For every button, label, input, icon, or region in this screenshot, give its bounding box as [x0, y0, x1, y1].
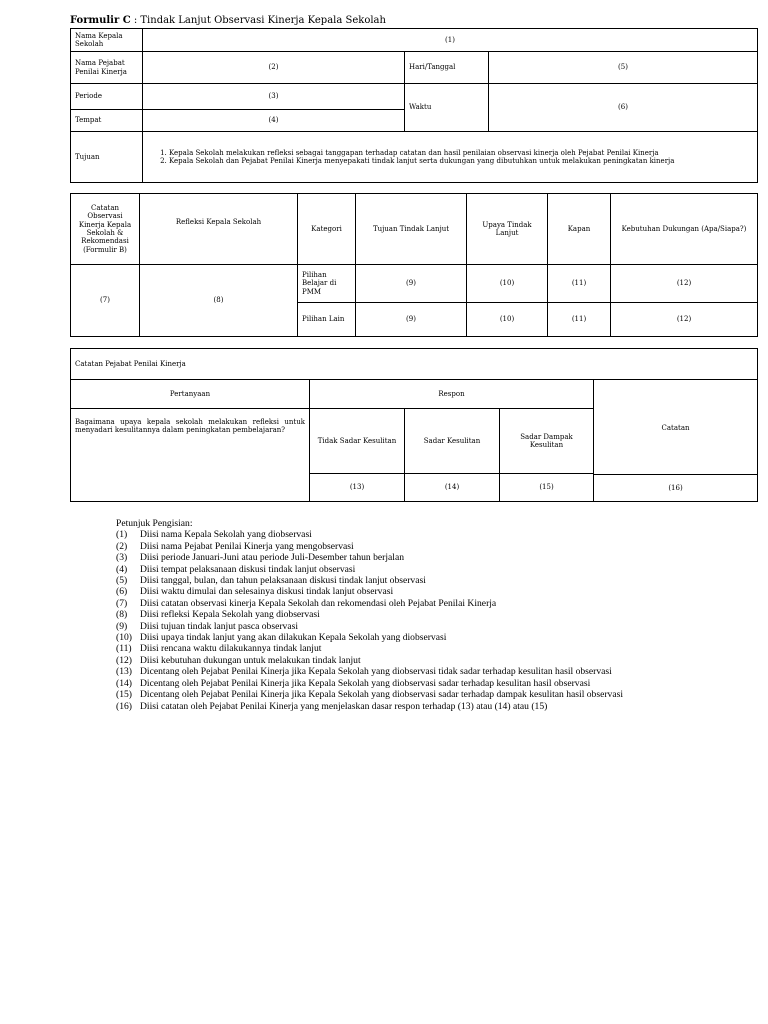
- respon-header: Respon: [310, 380, 594, 409]
- tujuan-label: Tujuan: [71, 132, 143, 183]
- respon-value: (14): [405, 474, 500, 502]
- kapan-value: (11): [548, 265, 611, 303]
- nama-pejabat-label: Nama Pejabat Penilai Kinerja: [71, 52, 143, 84]
- header-upaya-tindak-lanjut: Upaya Tindak Lanjut: [467, 194, 548, 265]
- catatan-observasi-value: (7): [71, 265, 140, 337]
- upaya-value: (10): [467, 265, 548, 303]
- nama-kepala-sekolah-value: (1): [143, 29, 758, 52]
- instruction-text: Diisi catatan oleh Pejabat Penilai Kinerja yang menjelaskan dasar respon terhadap (13) atau (14) atau (15): [140, 700, 548, 712]
- instruction-number: (10): [116, 632, 132, 644]
- tujuan-content: [143, 132, 758, 183]
- instruction-text: Dicentang oleh Pejabat Penilai Kinerja jika Kepala Sekolah yang diobservasi sadar terhadap dampak kesulitan hasil observasi: [140, 689, 623, 701]
- form-title: [70, 15, 386, 26]
- tujuan-list: [147, 149, 753, 166]
- header-catatan-observasi: Catatan Observasi Kinerja Kepala Sekolah & Rekomendasi (Formulir B): [71, 194, 140, 265]
- instruction-item: [116, 621, 716, 632]
- instruction-item: [116, 701, 716, 712]
- form-title-bold: Formulir C: [70, 15, 131, 26]
- instruction-number: (5): [116, 575, 128, 587]
- instruction-text: Diisi refleksi Kepala Sekolah yang diobservasi: [140, 609, 320, 621]
- tujuan-item: 2. Kepala Sekolah dan Pejabat Penilai Kinerja menyepakati tindak lanjut serta dukungan yang dibutuhkan untuk melakukan peningkatan kinerja: [169, 157, 753, 165]
- instruction-text: Diisi nama Pejabat Penilai Kinerja yang mengobservasi: [140, 540, 354, 552]
- periode-label: Periode: [71, 84, 143, 110]
- tempat-value: (4): [143, 110, 405, 132]
- instruction-item: [116, 689, 716, 700]
- respon-sadar-kesulitan: Sadar Kesulitan: [405, 409, 500, 474]
- identity-table: [70, 28, 758, 183]
- waktu-value: (6): [489, 84, 758, 132]
- tujuan-value: (9): [356, 265, 467, 303]
- instruction-number: (15): [116, 689, 132, 701]
- waktu-label: Waktu: [405, 84, 489, 132]
- instruction-text: Dicentang oleh Pejabat Penilai Kinerja jika Kepala Sekolah yang diobservasi tidak sadar terhadap kesulitan hasil observasi: [140, 666, 612, 678]
- tempat-label: Tempat: [71, 110, 143, 132]
- pertanyaan-header: Pertanyaan: [71, 380, 310, 409]
- kebutuhan-value: (12): [611, 303, 758, 337]
- instruction-number: (2): [116, 540, 128, 552]
- kebutuhan-value: (12): [611, 265, 758, 303]
- refleksi-value: (8): [140, 265, 298, 337]
- catatan-value: (16): [594, 474, 757, 501]
- respon-sadar-dampak-kesulitan: Sadar Dampak Kesulitan: [500, 409, 594, 474]
- kapan-value: (11): [548, 303, 611, 337]
- instruction-number: (3): [116, 552, 128, 564]
- instruction-item: [116, 529, 716, 540]
- assessor-notes-title: Catatan Pejabat Penilai Kinerja: [71, 349, 758, 380]
- instruction-number: (9): [116, 620, 128, 632]
- instruction-text: Diisi tempat pelaksanaan diskusi tindak lanjut observasi: [140, 563, 356, 575]
- instruction-number: (14): [116, 677, 132, 689]
- nama-pejabat-value: (2): [143, 52, 405, 84]
- hari-tanggal-label: Hari/Tanggal: [405, 52, 489, 84]
- instruction-number: (12): [116, 654, 132, 666]
- instruction-number: (4): [116, 563, 128, 575]
- instructions: [116, 518, 716, 712]
- instruction-item: [116, 564, 716, 575]
- instruction-text: Dicentang oleh Pejabat Penilai Kinerja jika Kepala Sekolah yang diobservasi sadar terhadap kesulitan hasil observasi: [140, 677, 591, 689]
- form-title-rest: : Tindak Lanjut Observasi Kinerja Kepala Sekolah: [130, 15, 386, 26]
- header-refleksi: Refleksi Kepala Sekolah: [140, 194, 298, 265]
- instruction-item: [116, 632, 716, 643]
- nama-kepala-sekolah-label: Nama Kepala Sekolah: [71, 29, 143, 52]
- instruction-item: [116, 575, 716, 586]
- instruction-item: [116, 586, 716, 597]
- respon-tidak-sadar-kesulitan: Tidak Sadar Kesulitan: [310, 409, 405, 474]
- instruction-text: Diisi upaya tindak lanjut yang akan dilakukan Kepala Sekolah yang diobservasi: [140, 632, 447, 644]
- catatan-header-label: Catatan: [661, 424, 690, 432]
- instruction-number: (16): [116, 700, 132, 712]
- instruction-item: [116, 678, 716, 689]
- periode-value: (3): [143, 84, 405, 110]
- kategori-lain: Pilihan Lain: [298, 303, 356, 337]
- reflection-question: Bagaimana upaya kepala sekolah melakukan refleksi untuk menyadari kesulitannya dalam peningkatan pembelajaran?: [71, 409, 310, 502]
- kategori-pmm: Pilihan Belajar di PMM: [298, 265, 356, 303]
- instruction-number: (8): [116, 609, 128, 621]
- instruction-item: [116, 666, 716, 677]
- instruction-text: Diisi rencana waktu dilakukannya tindak lanjut: [140, 643, 322, 655]
- respon-value: (13): [310, 474, 405, 502]
- tujuan-item: 1. Kepala Sekolah melakukan refleksi sebagai tanggapan terhadap catatan dan hasil penilaian observasi kinerja oleh Pejabat Penilai Kinerja: [169, 149, 753, 157]
- instruction-item: [116, 541, 716, 552]
- respon-value: (15): [500, 474, 594, 502]
- instruction-text: Diisi tanggal, bulan, dan tahun pelaksanaan diskusi tindak lanjut observasi: [140, 575, 426, 587]
- upaya-value: (10): [467, 303, 548, 337]
- instruction-text: Diisi waktu dimulai dan selesainya diskusi tindak lanjut observasi: [140, 586, 394, 598]
- instruction-text: Diisi kebutuhan dukungan untuk melakukan tindak lanjut: [140, 654, 361, 666]
- hari-tanggal-value: (5): [489, 52, 758, 84]
- follow-up-table: [70, 193, 758, 337]
- header-kapan: Kapan: [548, 194, 611, 265]
- instruction-text: Diisi nama Kepala Sekolah yang diobservasi: [140, 529, 312, 541]
- catatan-header: [594, 380, 758, 502]
- instruction-text: Diisi periode Januari-Juni atau periode Juli-Desember tahun berjalan: [140, 552, 405, 564]
- instruction-item: [116, 655, 716, 666]
- instruction-item: [116, 609, 716, 620]
- instruction-item: [116, 598, 716, 609]
- instruction-number: (11): [116, 643, 132, 655]
- instruction-number: (7): [116, 597, 128, 609]
- instruction-number: (6): [116, 586, 128, 598]
- header-kategori: Kategori: [298, 194, 356, 265]
- instruction-text: Diisi catatan observasi kinerja Kepala Sekolah dan rekomendasi oleh Pejabat Penilai Kinerja: [140, 597, 497, 609]
- instruction-number: (13): [116, 666, 132, 678]
- instruction-item: [116, 643, 716, 654]
- tujuan-value: (9): [356, 303, 467, 337]
- instruction-text: Diisi tujuan tindak lanjut pasca observasi: [140, 620, 298, 632]
- header-kebutuhan-dukungan: Kebutuhan Dukungan (Apa/Siapa?): [611, 194, 758, 265]
- instruction-item: [116, 552, 716, 563]
- instruction-number: (1): [116, 529, 128, 541]
- assessor-notes-table: [70, 348, 758, 502]
- header-tujuan-tindak-lanjut: Tujuan Tindak Lanjut: [356, 194, 467, 265]
- instructions-heading: Petunjuk Pengisian:: [116, 518, 193, 529]
